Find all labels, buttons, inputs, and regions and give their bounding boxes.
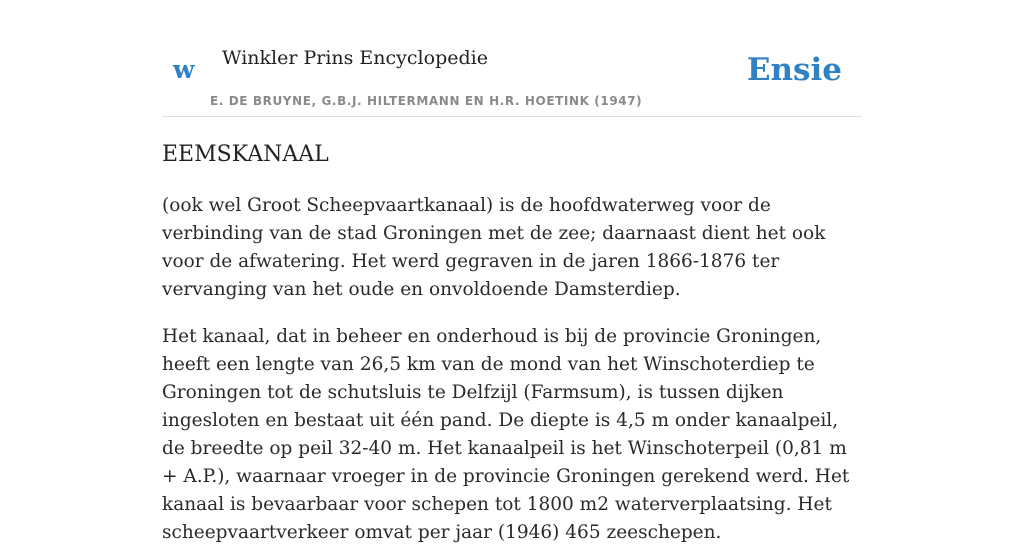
encyclopedia-authors: E. DE BRUYNE, G.B.J. HILTERMANN EN H.R. HOETINK (1947) (210, 94, 643, 108)
encyclopedia-header (162, 0, 862, 117)
encyclopedia-title[interactable]: Winkler Prins Encyclopedie (222, 47, 488, 69)
article-paragraph: Het kanaal, dat in beheer en onderhoud is bij de provincie Groningen, heeft een lengte van 26,5 km van de mond van het Winschoterdiep te Groningen tot de schutsluis te Delfzijl (Farmsum), is tussen dijken ingesloten en bestaat uit één pand. De diepte is 4,5 m onder kanaalpeil, de breedte op peil 32-40 m. Het kanaalpeil is het Winschoterpeil (0,81 m + A.P.), waarnaar vroeger in de provincie Groningen gerekend werd. Het kanaal is bevaarbaar voor schepen tot 1800 m2 waterverplaatsing. Het scheepvaartverkeer omvat per jaar (1946) 465 zeeschepen. (162, 326, 850, 543)
ensie-logo-link[interactable]: Ensie (746, 52, 842, 88)
article-paragraph: (ook wel Groot Scheepvaartkanaal) is de hoofdwaterweg voor de verbinding van de stad Groningen met de zee; daarnaast dient het ook voor de afwatering. Het werd gegraven in de jaren 1866-1876 ter vervanging van het oude en onvoldoende Damsterdiep. (162, 195, 826, 300)
article (162, 139, 862, 547)
winkler-prins-logo-icon[interactable]: w (173, 55, 195, 84)
article-title: EEMSKANAAL (162, 142, 329, 167)
